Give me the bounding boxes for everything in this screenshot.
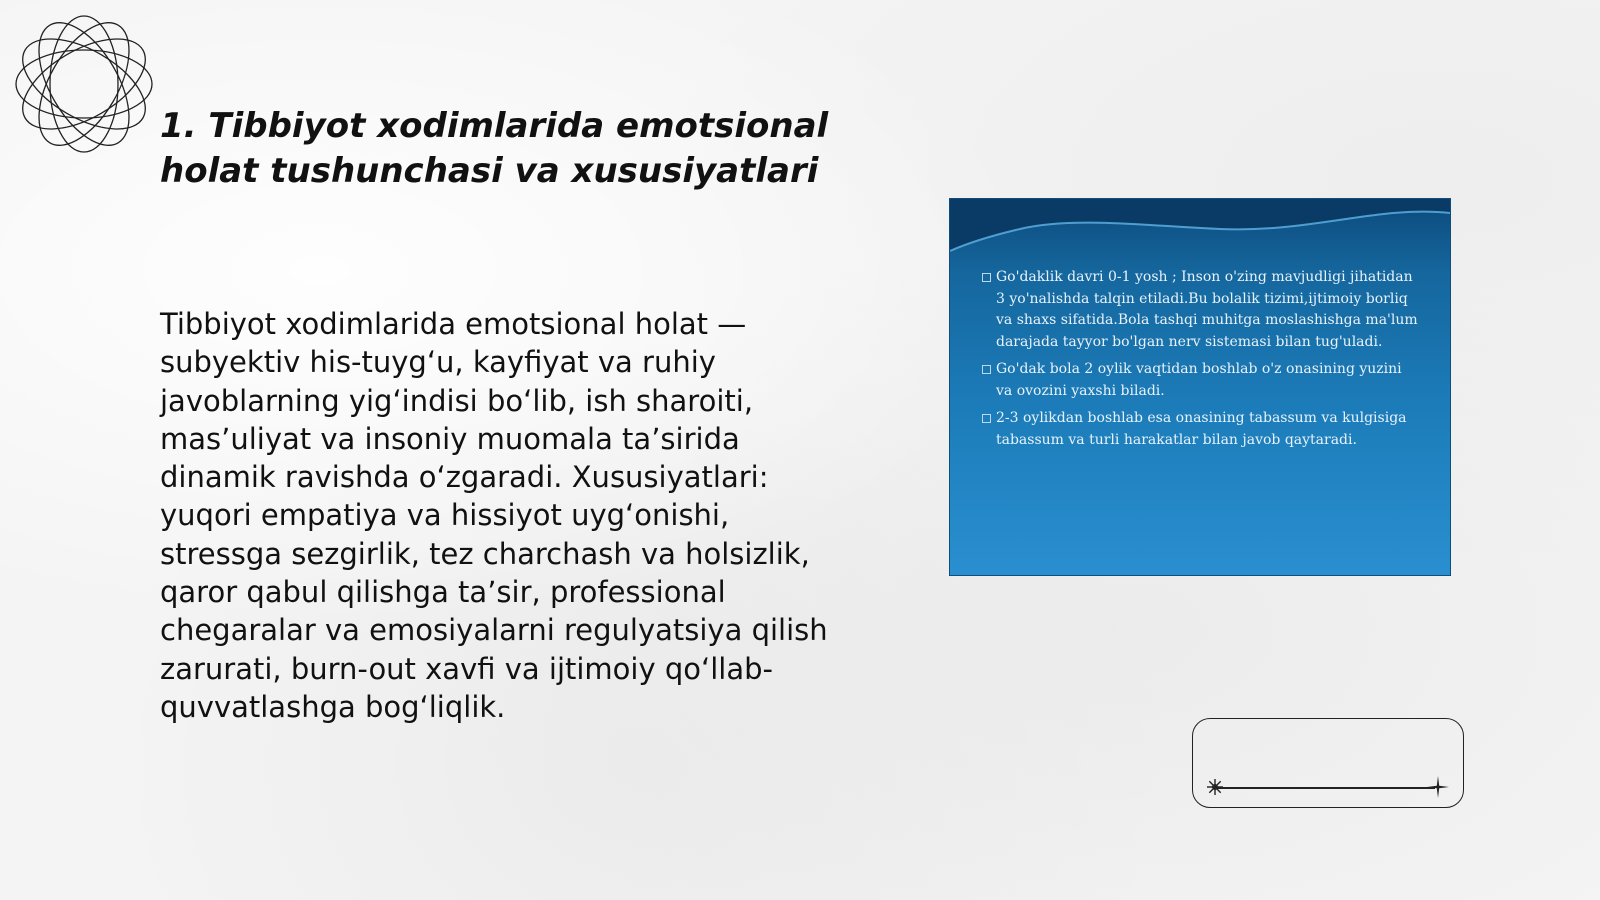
list-item	[982, 408, 1422, 451]
list-item	[982, 267, 1422, 353]
list-item	[982, 359, 1422, 402]
square-bullet-icon	[982, 365, 991, 374]
circle-knot-icon	[10, 10, 158, 158]
bullet-text: 2-3 oylikdan boshlab esa onasining tabassum va kulgisiga tabassum va turli harakatlar bilan javob qaytaradi.	[996, 410, 1407, 448]
wave-decoration	[950, 199, 1450, 259]
slider-track	[1213, 787, 1435, 789]
four-point-star-icon	[1427, 776, 1449, 798]
bullet-text: Go'daklik davri 0-1 yosh ; Inson o'zing mavjudligi jihatidan 3 yo'nalishda talqin etiladi.Bu bolalik tizimi,ijtimoiy borliq va shaxs sifatida.Bola tashqi muhitga moslashishga ma'lum darajada tayyor bo'lgan nerv sistemasi bilan tug'uladi.	[996, 269, 1418, 350]
bullet-text: Go'dak bola 2 oylik vaqtidan boshlab o'z onasining yuzini va ovozini yaxshi biladi.	[996, 361, 1402, 399]
decorative-slider-frame	[1192, 718, 1464, 808]
square-bullet-icon	[982, 414, 991, 423]
sparkle-icon	[1205, 777, 1225, 797]
slide-body-text: Tibbiyot xodimlarida emotsional holat — subyektiv his-tuyg‘u, kayfiyat va ruhiy javoblarning yig‘indisi bo‘lib, ish sharoiti, mas’uliyat va insoniy muomala ta’sirida dinamik ravishda o‘zgaradi. Xususiyatlari: yuqori empatiya va hissiyot uyg‘onishi, stressga sezgirlik, tez charchash va holsizlik, qaror qabul qilishga ta’sir, professional chegaralar va emosiyalarni regulyatsiya qilish zarurati, burn-out xavfi va ijtimoiy qo‘llab-quvvatlashga bog‘liqlik.	[160, 307, 828, 724]
embedded-slide-bullets	[982, 267, 1422, 457]
embedded-slide-image	[950, 199, 1450, 575]
slide-title: 1. Tibbiyot xodimlarida emotsional holat tushunchasi va xususiyatlari	[160, 106, 829, 191]
square-bullet-icon	[982, 273, 991, 282]
